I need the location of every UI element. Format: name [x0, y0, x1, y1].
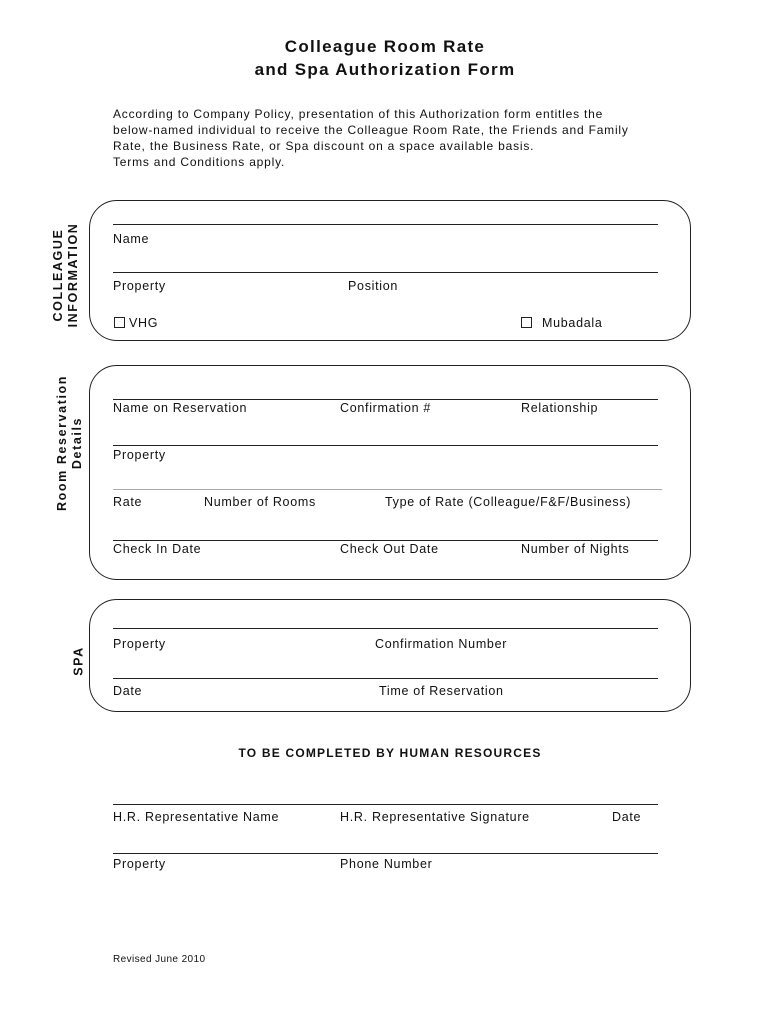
- mubadala-label: Mubadala: [542, 316, 603, 330]
- position-label: Position: [348, 279, 399, 293]
- vhg-checkbox[interactable]: [114, 317, 125, 328]
- hr-rep-signature-label: H.R. Representative Signature: [340, 810, 530, 824]
- dates-line[interactable]: [113, 540, 658, 541]
- property-label: Property: [113, 279, 166, 293]
- name-label: Name: [113, 232, 150, 246]
- spa-property-line[interactable]: [113, 628, 658, 629]
- hr-property-label: Property: [113, 857, 166, 871]
- spa-section-label: SPA: [71, 646, 86, 676]
- spa-confirmation-number-label: Confirmation Number: [375, 637, 508, 651]
- hr-date-label: Date: [612, 810, 642, 824]
- spa-date-label: Date: [113, 684, 143, 698]
- colleague-section-label: COLLEAGUE INFORMATION: [51, 222, 80, 328]
- confirmation-label: Confirmation #: [340, 401, 432, 415]
- number-of-rooms-label: Number of Rooms: [204, 495, 316, 509]
- hr-property-line[interactable]: [113, 853, 658, 854]
- reservation-section-label: Room Reservation Details: [55, 374, 84, 512]
- spa-date-line[interactable]: [113, 678, 658, 679]
- name-on-reservation-label: Name on Reservation: [113, 401, 248, 415]
- mubadala-checkbox[interactable]: [521, 317, 532, 328]
- hr-phone-number-label: Phone Number: [340, 857, 433, 871]
- vhg-label: VHG: [129, 316, 159, 330]
- check-out-label: Check Out Date: [340, 542, 439, 556]
- intro-paragraph: [113, 106, 673, 170]
- form-title-line-2: and Spa Authorization Form: [254, 60, 516, 79]
- rate-line[interactable]: [113, 489, 662, 490]
- rate-label: Rate: [113, 495, 143, 509]
- check-in-label: Check In Date: [113, 542, 202, 556]
- reservation-property-line[interactable]: [113, 445, 658, 446]
- intro-line: Rate, the Business Rate, or Spa discount on a space available basis.: [113, 139, 535, 153]
- form-title-line-1: Colleague Room Rate: [284, 37, 486, 56]
- relationship-label: Relationship: [521, 401, 599, 415]
- revision-note: Revised June 2010: [113, 954, 206, 965]
- hr-rep-line[interactable]: [113, 804, 658, 805]
- type-of-rate-label: Type of Rate (Colleague/F&F/Business): [385, 495, 632, 509]
- number-of-nights-label: Number of Nights: [521, 542, 630, 556]
- hr-section-heading: TO BE COMPLETED BY HUMAN RESOURCES: [238, 746, 542, 760]
- name-line[interactable]: [113, 224, 658, 225]
- reservation-name-line[interactable]: [113, 399, 658, 400]
- spa-property-label: Property: [113, 637, 166, 651]
- intro-line: According to Company Policy, presentation of this Authorization form entitles the: [113, 107, 604, 121]
- intro-line: below-named individual to receive the Colleague Room Rate, the Friends and Family: [113, 123, 629, 137]
- intro-line: Terms and Conditions apply.: [113, 155, 286, 169]
- property-position-line[interactable]: [113, 272, 658, 273]
- hr-rep-name-label: H.R. Representative Name: [113, 810, 280, 824]
- reservation-property-label: Property: [113, 448, 166, 462]
- time-of-reservation-label: Time of Reservation: [379, 684, 504, 698]
